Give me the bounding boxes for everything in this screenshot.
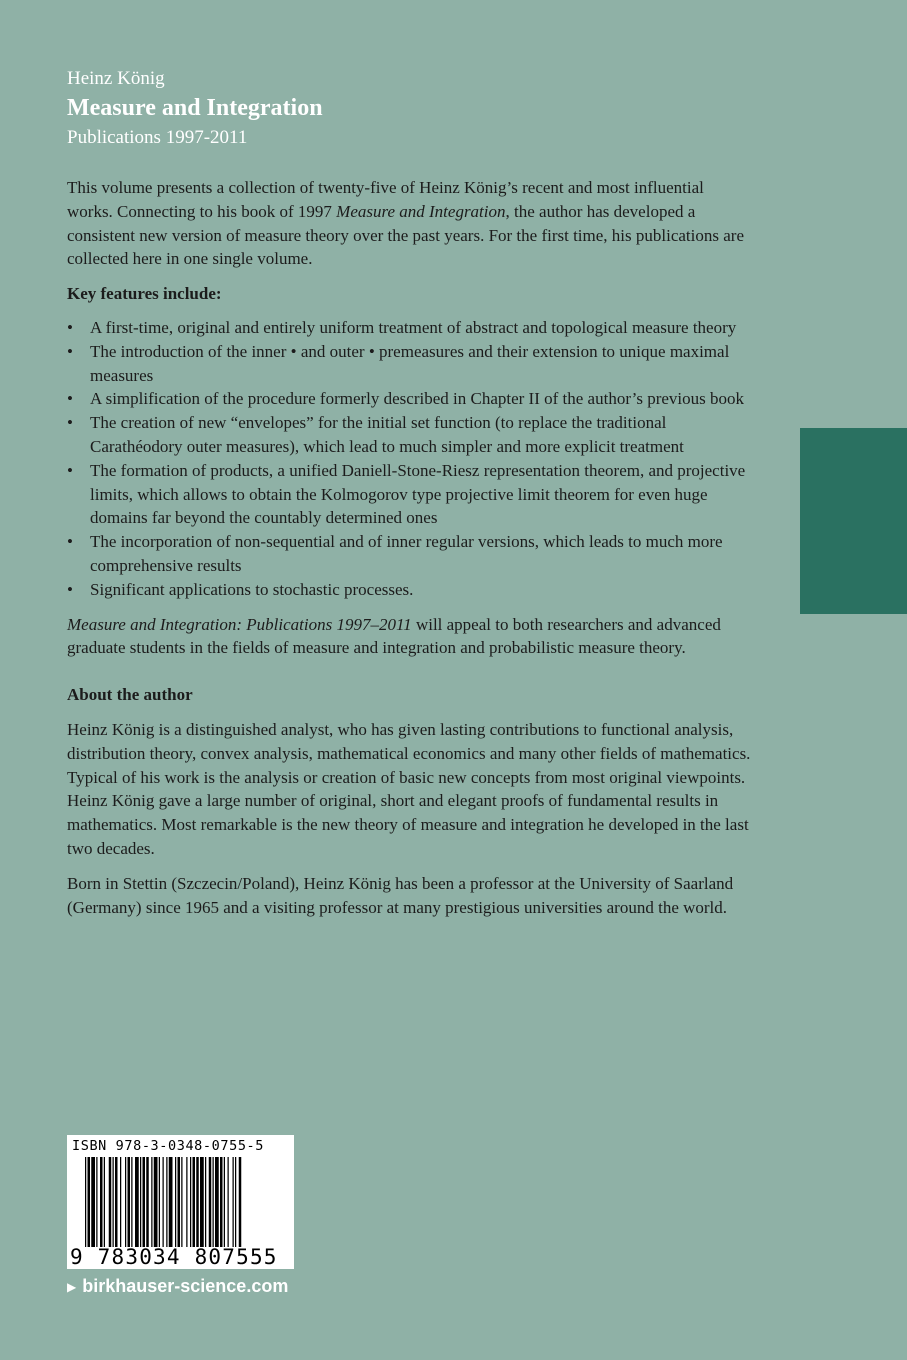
barcode-bar — [205, 1157, 206, 1247]
barcode-bar — [209, 1157, 212, 1247]
about-author-paragraph-1: Heinz König is a distinguished analyst, who has given lasting contributions to functional analysis, distribution theory, convex analysis, mathematical economics and many other fields of mathematics. Typical of his work is the analysis or creation of basic new concepts from most original viewpoints. Heinz König gave a large number of original, short and elegant proofs of fundamental results in mathematics. Most remarkable is the new theory of measure and integration he developed in the last two decades. — [67, 719, 751, 858]
intro-book-title: Measure and Integration — [336, 201, 506, 221]
barcode-bar — [181, 1157, 182, 1247]
feature-text: The formation of products, a unified Daniell-Stone-Riesz representation theorem, and projective limits, which allows to obtain the Kolmogorov type projective limit theorem for even huge domains far beyond the countably determined ones — [90, 460, 746, 528]
list-item — [67, 459, 752, 530]
list-item — [67, 411, 752, 459]
feature-text: A simplification of the procedure formerly described in Chapter II of the author’s previous book — [90, 389, 745, 409]
header — [67, 67, 767, 151]
isbn-label: ISBN 978-3-0348-0755-5 — [72, 1138, 265, 1154]
bullet-icon: • — [67, 579, 73, 599]
intro-text-1: This volume presents a collection of twenty-five of Heinz König’s recent and most influential works. Connecting to his book of 1997 — [67, 178, 704, 221]
barcode-bar — [159, 1157, 160, 1247]
feature-text: The creation of new “envelopes” for the initial set function (to replace the traditional Carathéodory outer measures), which lead to much simpler and more explicit treatment — [90, 413, 684, 456]
isbn-barcode — [67, 1135, 294, 1269]
about-author-heading: About the author — [67, 685, 193, 705]
appeal-book-title: Measure and Integration: Publications 1997–2011 — [67, 614, 412, 634]
barcode-bar — [128, 1157, 131, 1247]
arrow-right-icon: ▶ — [67, 1279, 77, 1294]
barcode-bar — [200, 1157, 204, 1247]
list-item — [67, 340, 752, 388]
barcode-bar — [143, 1157, 146, 1247]
barcode-bar — [228, 1157, 229, 1247]
barcode-bar — [96, 1157, 97, 1247]
barcode-bar — [233, 1157, 234, 1247]
barcode-bar — [166, 1157, 167, 1247]
barcode-bar — [131, 1157, 132, 1247]
barcode-bar — [88, 1157, 91, 1247]
feature-text: The incorporation of non-sequential and of inner regular versions, which leads to much more comprehensive results — [90, 532, 723, 575]
barcode-bar — [190, 1157, 191, 1247]
barcode-bars — [85, 1157, 288, 1247]
barcode-bar — [146, 1157, 149, 1247]
bullet-icon: • — [67, 389, 73, 409]
barcode-bar — [169, 1157, 173, 1247]
back-cover-text — [67, 176, 752, 919]
barcode-bar — [115, 1157, 118, 1247]
author-name: Heinz König — [67, 68, 165, 89]
bullet-icon: • — [67, 317, 73, 337]
about-author-paragraph-2: Born in Stettin (Szczecin/Poland), Heinz König has been a professor at the University of Saarland (Germany) since 1965 and a visiting professor at many prestigious universities around the world. — [67, 873, 734, 917]
barcode-bar — [215, 1157, 219, 1247]
feature-text: Significant applications to stochastic processes. — [90, 579, 414, 599]
barcode-digits: 9 783034 807555 — [70, 1245, 278, 1269]
book-subtitle: Publications 1997-2011 — [67, 127, 248, 148]
bullet-icon: • — [67, 532, 73, 552]
appeal-paragraph — [67, 613, 752, 661]
list-item — [67, 387, 752, 411]
book-title: Measure and Integration — [67, 95, 323, 121]
key-features-list — [67, 316, 752, 602]
barcode-bar — [235, 1157, 236, 1247]
barcode-bar — [140, 1157, 141, 1247]
barcode-bar — [239, 1157, 242, 1247]
key-features-heading: Key features include: — [67, 284, 222, 304]
barcode-bar — [213, 1157, 214, 1247]
barcode-bar — [109, 1157, 112, 1247]
barcode-bar — [154, 1157, 158, 1247]
barcode-bar — [186, 1157, 187, 1247]
barcode-bar — [120, 1157, 121, 1247]
barcode-bar — [193, 1157, 196, 1247]
barcode-bar — [125, 1157, 126, 1247]
barcode-bar — [91, 1157, 95, 1247]
barcode-bar — [224, 1157, 225, 1247]
bullet-icon: • — [67, 460, 73, 480]
barcode-bar — [100, 1157, 103, 1247]
feature-text: The introduction of the inner • and outer • premeasures and their extension to unique maximal measures — [90, 341, 730, 385]
feature-text: A first-time, original and entirely uniform treatment of abstract and topological measure theory — [90, 317, 737, 337]
bullet-icon: • — [67, 413, 73, 433]
publisher-link[interactable] — [67, 1276, 288, 1297]
intro-text-2: , the author has developed a consistent new version of measure theory over the past years. For the first time, his publications are collected here in one single volume. — [67, 201, 744, 269]
barcode-bar — [178, 1157, 181, 1247]
intro-paragraph — [67, 176, 752, 271]
barcode-bar — [113, 1157, 114, 1247]
appeal-text: will appeal to both researchers and advanced graduate students in the fields of measure and integration and probabilistic measure theory. — [67, 614, 721, 658]
barcode-bar — [104, 1157, 105, 1247]
barcode-bar — [135, 1157, 139, 1247]
barcode-bar — [175, 1157, 176, 1247]
barcode-bar — [220, 1157, 223, 1247]
bullet-icon: • — [67, 341, 73, 361]
list-item — [67, 530, 752, 578]
barcode-bar — [196, 1157, 199, 1247]
barcode-bar — [85, 1157, 86, 1247]
list-item — [67, 578, 752, 602]
spine-color-tab — [800, 428, 907, 614]
publisher-url: birkhauser-science.com — [82, 1276, 289, 1296]
barcode-bar — [151, 1157, 152, 1247]
barcode-bar — [163, 1157, 164, 1247]
list-item — [67, 316, 752, 340]
